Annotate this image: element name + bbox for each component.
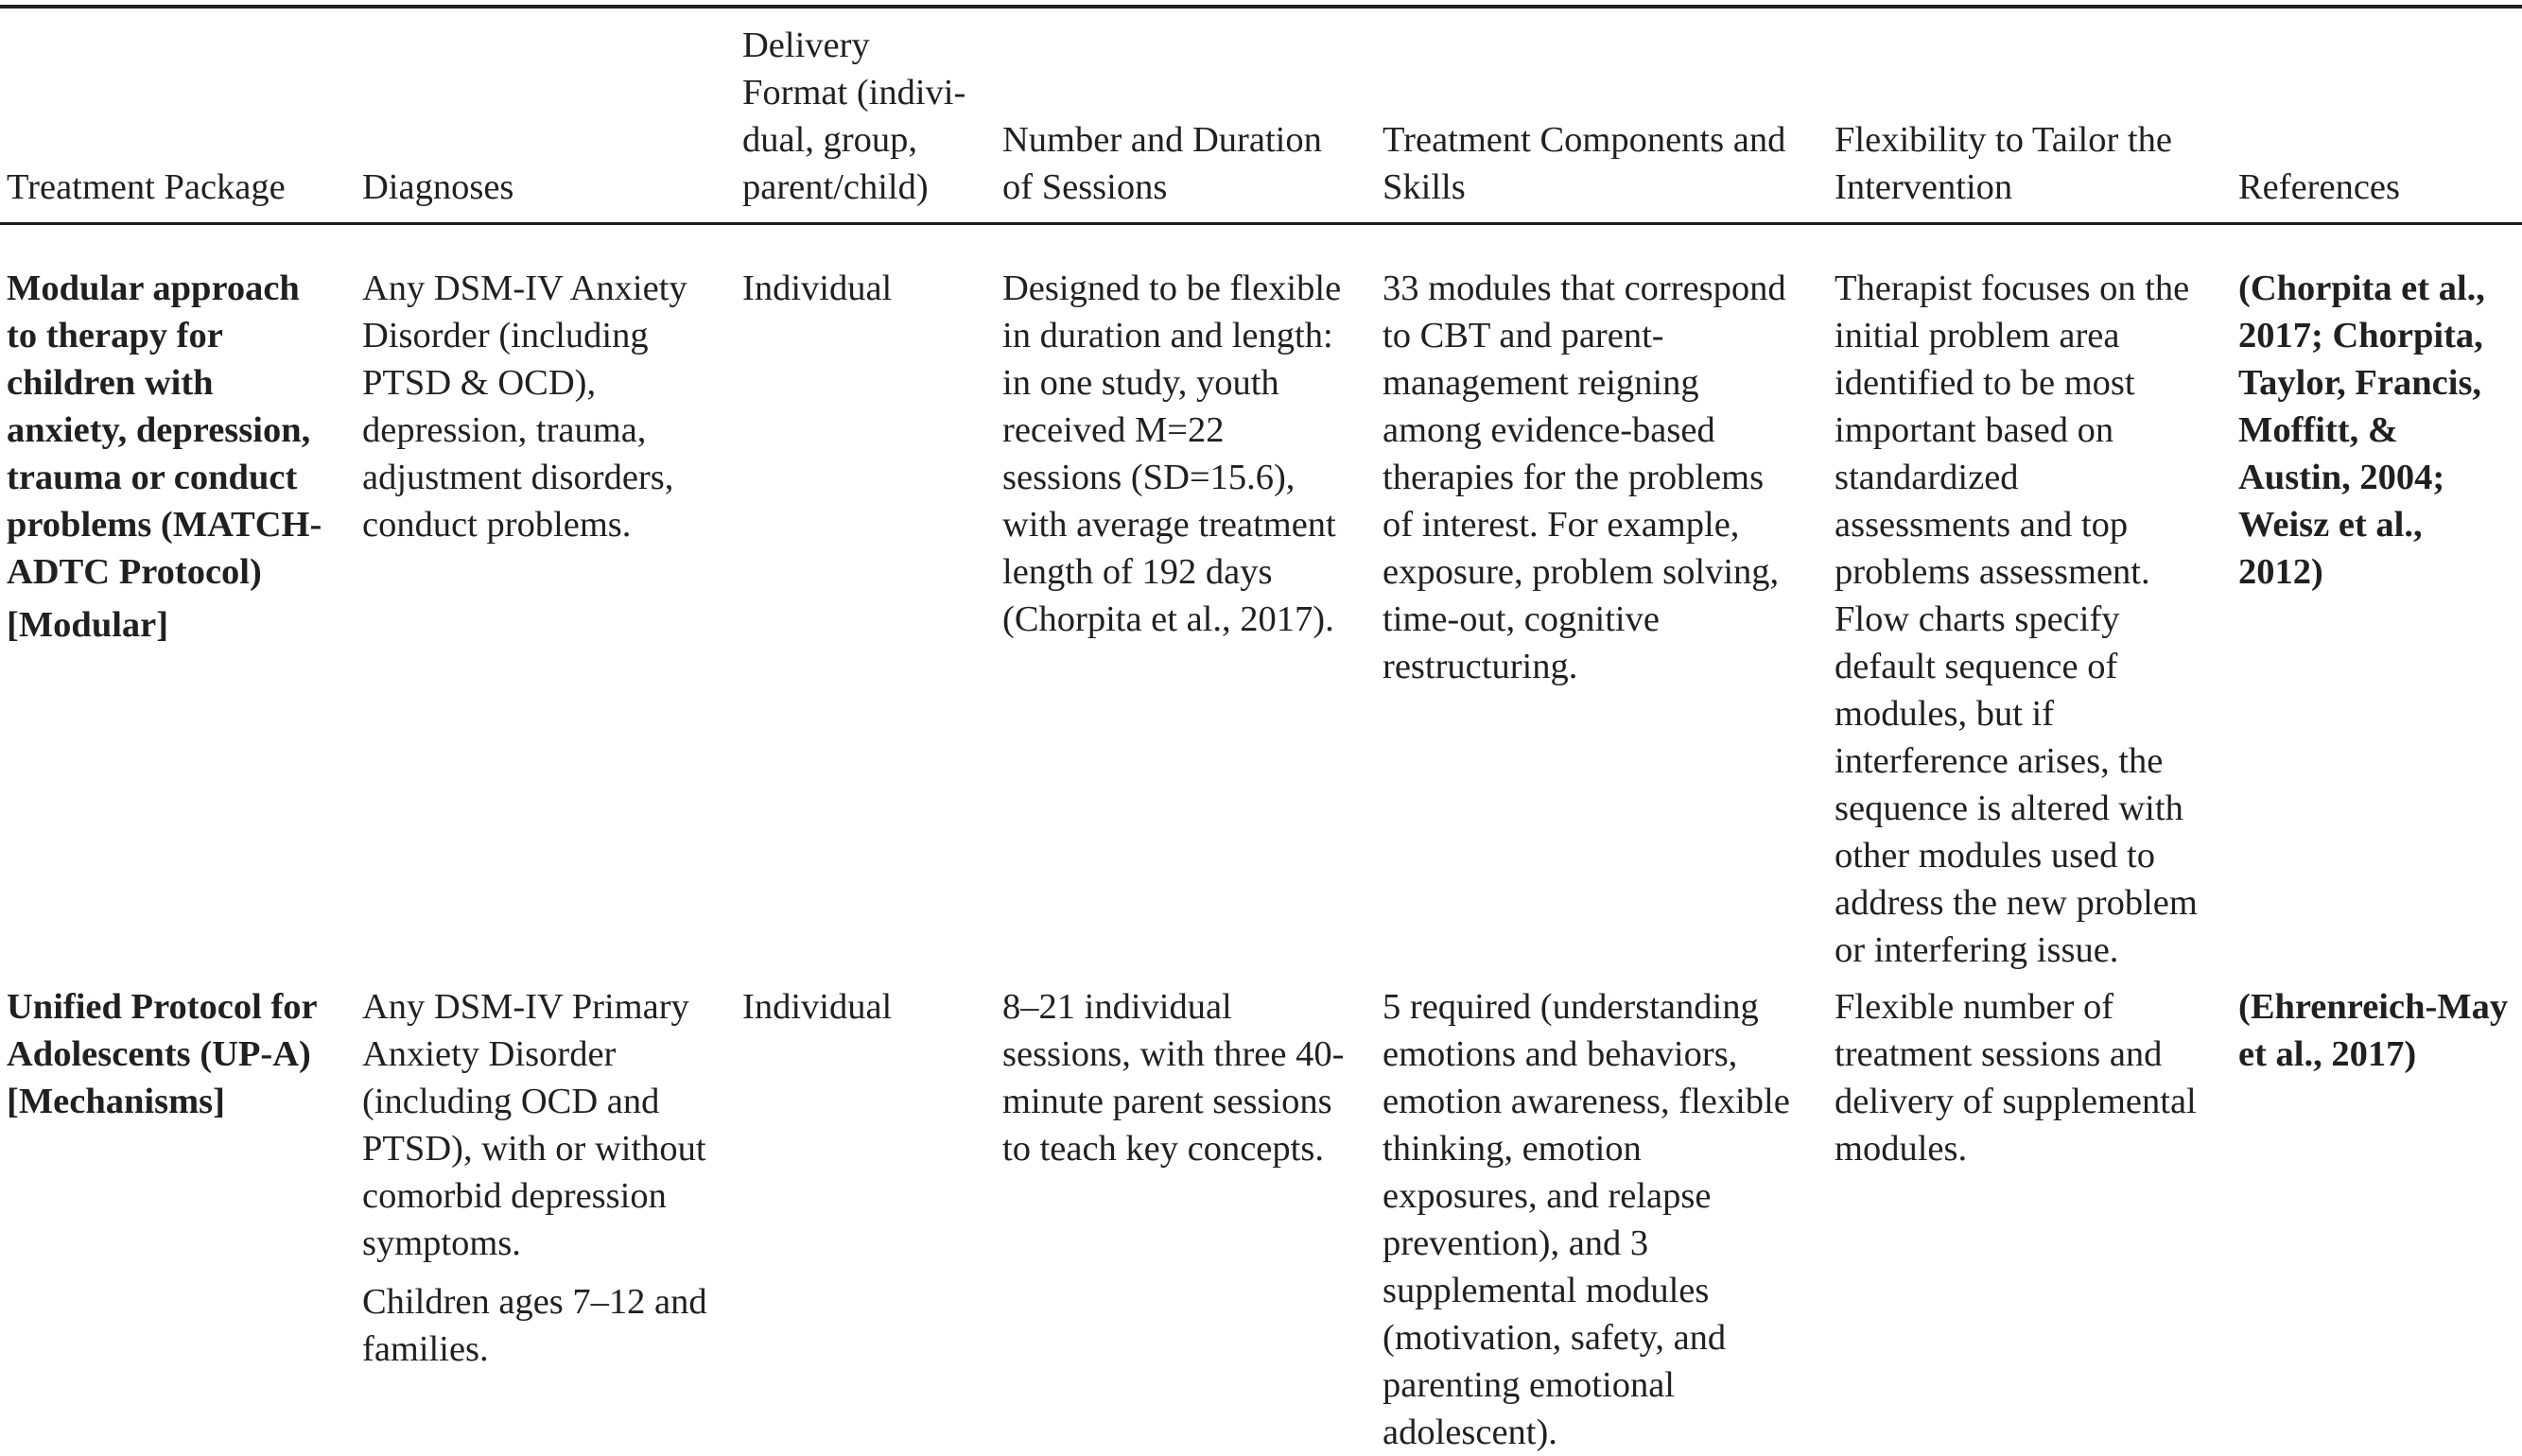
cell-line: delivery of supplemental [1835, 1082, 2197, 1121]
header-line: References [2238, 167, 2400, 207]
cell-line: problems (MATCH- [7, 505, 322, 545]
cell-line: (including OCD and [362, 1082, 660, 1121]
row2-components [1383, 983, 1790, 1456]
cell-line: children with [7, 363, 214, 403]
cell-line: exposure, problem solving, [1383, 552, 1780, 592]
cell-line: thinking, emotion [1383, 1129, 1642, 1169]
cell-line: ADTC Protocol) [7, 552, 262, 592]
cell-line: PTSD), with or without [362, 1129, 706, 1169]
cell-line: standardized [1835, 458, 2019, 497]
cell-line: 8–21 individual [1002, 987, 1232, 1027]
cell-line: in one study, youth [1002, 363, 1279, 403]
cell-line: Flow charts specify [1835, 599, 2120, 639]
cell-line: emotions and behaviors, [1383, 1034, 1738, 1074]
header-line: Delivery [742, 26, 870, 65]
cell-line: 33 modules that correspond [1383, 269, 1786, 308]
cell-line: Unified Protocol for [7, 987, 318, 1027]
row1-references [2238, 265, 2485, 596]
row2-references [2238, 983, 2508, 1078]
cell-line: (Chorpita et al., [2238, 269, 2485, 308]
cell-line: PTSD & OCD), [362, 363, 597, 403]
row2-diagnoses [362, 983, 707, 1373]
cell-line: Therapist focuses on the [1835, 269, 2190, 308]
cell-line: therapies for the problems [1383, 458, 1765, 497]
cell-line: time-out, cognitive [1383, 599, 1660, 639]
cell-line: modules. [1835, 1129, 1968, 1169]
row2-delivery [742, 983, 892, 1031]
row1-flexibility [1835, 265, 2198, 974]
header-line: Diagnoses [362, 167, 514, 207]
cell-line: other modules used to [1835, 836, 2155, 875]
cell-line: sessions (SD=15.6), [1002, 458, 1296, 497]
cell-line: or interfering issue. [1835, 930, 2119, 970]
row1-sessions [1002, 265, 1341, 643]
cell-line: Designed to be flexible [1002, 269, 1342, 308]
cell-line: Any DSM-IV Anxiety [362, 269, 687, 308]
cell-line: depression, trauma, [362, 410, 647, 450]
cell-line: modules, but if [1835, 694, 2055, 734]
cell-line: 2017; Chorpita, [2238, 316, 2483, 355]
cell-line: trauma or conduct [7, 458, 298, 497]
cell-line: Anxiety Disorder [362, 1034, 617, 1074]
cell-line: adolescent). [1383, 1413, 1557, 1452]
header-line: Format (indivi- [742, 73, 966, 113]
row2-treatment-package [7, 983, 318, 1125]
approach-tag: [Modular] [7, 605, 169, 645]
cell-line: in duration and length: [1002, 316, 1333, 355]
header-line: parent/child) [742, 167, 929, 207]
header-flexibility [1835, 116, 2172, 211]
cell-line: Taylor, Francis, [2238, 363, 2482, 403]
cell-line: Individual [742, 987, 893, 1027]
header-line: Treatment Package [7, 167, 286, 207]
cell-line: Individual [742, 269, 893, 308]
cell-line: supplemental modules [1383, 1271, 1710, 1310]
cell-line: adjustment disorders, [362, 458, 674, 497]
header-references [2238, 164, 2400, 211]
cell-line: Children ages 7–12 and [362, 1282, 707, 1322]
cell-line: restructuring. [1383, 647, 1578, 686]
cell-line: default sequence of [1835, 647, 2118, 686]
row2-flexibility [1835, 983, 2197, 1172]
table-top-rule [0, 5, 2522, 9]
cell-line: among evidence-based [1383, 410, 1715, 450]
cell-line: Weisz et al., [2238, 505, 2423, 545]
cell-line: assessments and top [1835, 505, 2129, 545]
cell-line: conduct problems. [362, 505, 632, 545]
table-header-rule [0, 222, 2522, 225]
cell-line: Moffitt, & [2238, 410, 2398, 450]
cell-line: families. [362, 1329, 489, 1369]
cell-line: minute parent sessions [1002, 1082, 1332, 1121]
row1-diagnoses [362, 265, 687, 548]
header-line: dual, group, [742, 120, 917, 160]
cell-line: Flexible number of [1835, 987, 2114, 1027]
cell-line: to teach key concepts. [1002, 1129, 1324, 1169]
cell-line: treatment sessions and [1835, 1034, 2163, 1074]
cell-line: initial problem area [1835, 316, 2120, 355]
header-treatment-package [7, 164, 286, 211]
cell-line: 2012) [2238, 552, 2323, 592]
cell-line: problems assessment. [1835, 552, 2150, 592]
header-line: Number and Duration [1002, 120, 1322, 160]
cell-line: et al., 2017) [2238, 1034, 2417, 1074]
cell-line: length of 192 days [1002, 552, 1273, 592]
header-line: Intervention [1835, 167, 2013, 207]
cell-line: with average treatment [1002, 505, 1336, 545]
row1-delivery [742, 265, 892, 312]
header-line: Treatment Components and [1383, 120, 1786, 160]
header-line: Skills [1383, 167, 1466, 207]
cell-line: symptoms. [362, 1223, 521, 1263]
cell-line: Modular approach [7, 269, 300, 308]
header-components [1383, 116, 1785, 211]
cell-line: (Ehrenreich-May [2238, 987, 2509, 1027]
cell-line: to therapy for [7, 316, 223, 355]
header-diagnoses [362, 164, 513, 211]
header-line: Flexibility to Tailor the [1835, 120, 2172, 160]
cell-line: identified to be most [1835, 363, 2135, 403]
cell-line: parenting emotional [1383, 1365, 1675, 1405]
cell-line: [Mechanisms] [7, 1082, 225, 1121]
cell-line: sequence is altered with [1835, 789, 2183, 828]
cell-line: Disorder (including [362, 316, 649, 355]
cell-line: prevention), and 3 [1383, 1223, 1649, 1263]
cell-line: (motivation, safety, and [1383, 1318, 1727, 1358]
cell-line: emotion awareness, flexible [1383, 1082, 1790, 1121]
cell-line: sessions, with three 40- [1002, 1034, 1345, 1074]
cell-line: to CBT and parent- [1383, 316, 1664, 355]
cell-line: received M=22 [1002, 410, 1225, 450]
header-delivery-format [742, 22, 965, 211]
cell-line: Any DSM-IV Primary [362, 987, 689, 1027]
row1-components [1383, 265, 1786, 690]
row2-sessions [1002, 983, 1344, 1172]
cell-line: comorbid depression [362, 1176, 667, 1216]
cell-line: of interest. For example, [1383, 505, 1740, 545]
cell-line: Austin, 2004; [2238, 458, 2445, 497]
cell-line: important based on [1835, 410, 2114, 450]
cell-line: management reigning [1383, 363, 1699, 403]
header-sessions [1002, 116, 1322, 211]
cell-line: exposures, and relapse [1383, 1176, 1712, 1216]
row1-treatment-package [7, 265, 322, 649]
header-line: of Sessions [1002, 167, 1168, 207]
cell-line: (Chorpita et al., 2017). [1002, 599, 1334, 639]
cell-line: Adolescents (UP-A) [7, 1034, 311, 1074]
cell-line: interference arises, the [1835, 741, 2164, 781]
cell-line: anxiety, depression, [7, 410, 311, 450]
cell-line: 5 required (understanding [1383, 987, 1759, 1027]
cell-line: address the new problem [1835, 883, 2198, 923]
